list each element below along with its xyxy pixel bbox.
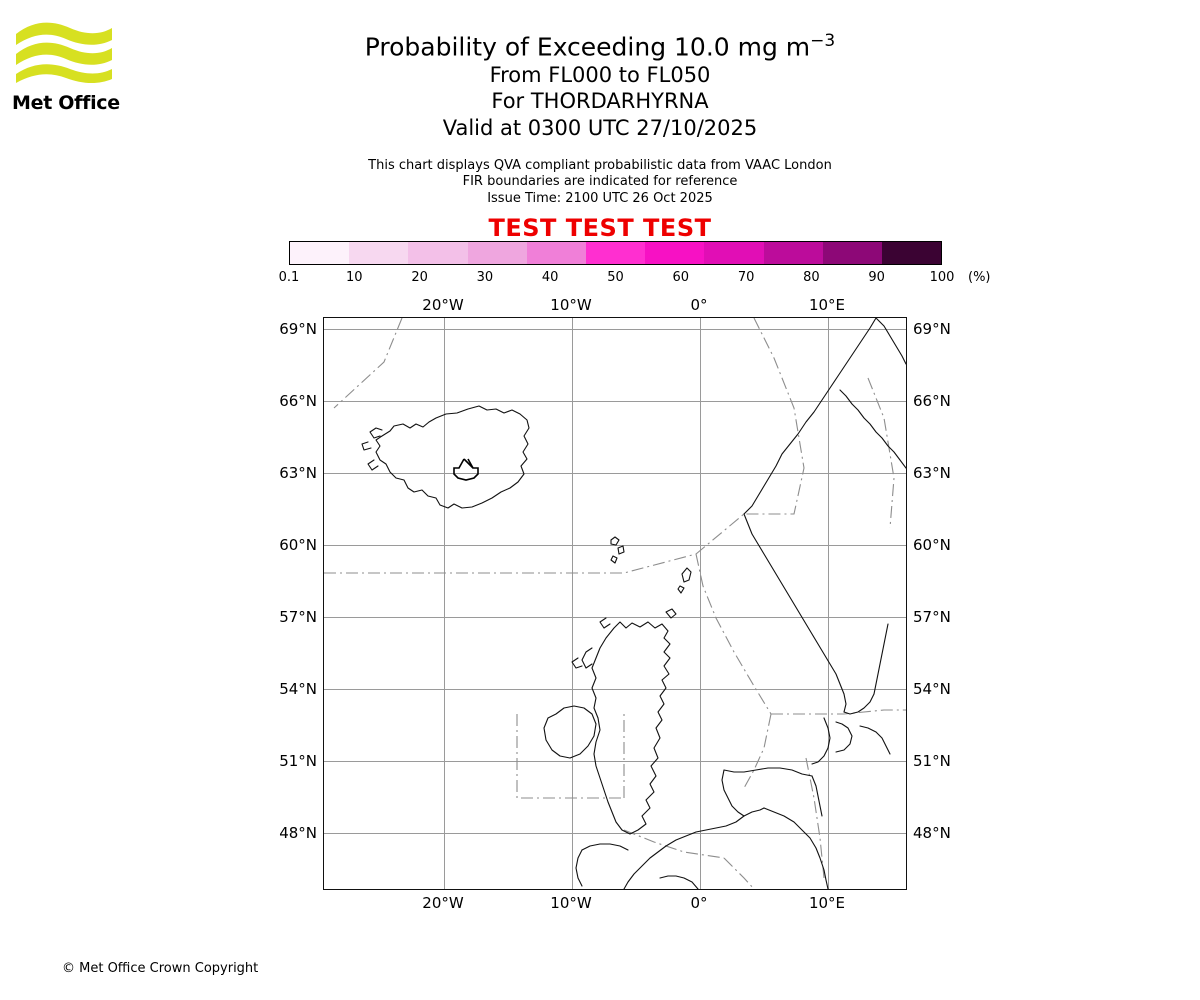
lat-label-right-63°N: 63°N [913,464,951,482]
lat-label-left-63°N: 63°N [279,464,317,482]
volcano-marker-icon [454,459,478,480]
coastlines [362,318,906,889]
lat-label-right-54°N: 54°N [913,680,951,698]
colorbar-segment-6 [645,242,704,264]
lon-label-top-1: 10°W [550,296,592,314]
lat-label-left-48°N: 48°N [279,824,317,842]
lon-label-bottom-0: 20°W [422,894,464,912]
colorbar-units-label: (%) [968,270,991,285]
probability-colorbar [289,241,942,265]
colorbar-segment-10 [882,242,941,264]
colorbar-tick-20: 20 [411,270,428,285]
colorbar-tick-90: 90 [868,270,885,285]
colorbar-segment-4 [527,242,586,264]
colorbar-segment-5 [586,242,645,264]
colorbar-segment-1 [349,242,408,264]
note-fir-boundaries: FIR boundaries are indicated for reference [462,174,738,189]
graticule-gridlines [324,318,906,889]
colorbar-tick-40: 40 [541,270,559,285]
lat-label-left-57°N: 57°N [279,608,317,626]
test-banner: TEST TEST TEST [488,214,712,242]
colorbar-segment-9 [823,242,882,264]
colorbar-tick-50: 50 [607,270,624,285]
lon-label-top-2: 0° [690,296,708,314]
page-title [0,26,1200,62]
colorbar-segment-2 [408,242,467,264]
copyright-notice: © Met Office Crown Copyright [62,961,259,976]
subtitle-valid-time: Valid at 0300 UTC 27/10/2025 [442,116,758,140]
page-title-exponent: −3 [810,31,836,51]
lon-label-bottom-3: 10°E [808,894,846,912]
note-qva-compliance: This chart displays QVA compliant probabilistic data from VAAC London [368,158,832,173]
colorbar-tick-80: 80 [803,270,820,285]
subtitle-volcano-name: For THORDARHYRNA [491,89,709,113]
fir-boundaries [324,318,906,889]
map-svg [324,318,906,889]
lat-label-left-66°N: 66°N [279,392,317,410]
colorbar-tick-30: 30 [476,270,494,285]
lat-label-left-69°N: 69°N [279,320,317,338]
lat-label-right-60°N: 60°N [913,536,951,554]
colorbar-segment-3 [468,242,527,264]
colorbar-tick-0.1: 0.1 [278,270,300,285]
note-issue-time: Issue Time: 2100 UTC 26 Oct 2025 [487,191,713,206]
lat-label-left-51°N: 51°N [279,752,317,770]
lon-label-bottom-2: 0° [690,894,708,912]
colorbar-tick-60: 60 [672,270,690,285]
lat-label-left-54°N: 54°N [279,680,317,698]
colorbar-segment-8 [764,242,823,264]
lat-label-right-66°N: 66°N [913,392,951,410]
lat-label-right-69°N: 69°N [913,320,951,338]
colorbar-tick-10: 10 [346,270,363,285]
colorbar-tick-100: 100 [929,270,955,285]
lat-label-right-51°N: 51°N [913,752,951,770]
lat-label-left-60°N: 60°N [279,536,317,554]
subtitle-flight-levels: From FL000 to FL050 [489,63,711,87]
lon-label-bottom-1: 10°W [550,894,592,912]
lon-label-top-0: 20°W [422,296,464,314]
lat-label-right-48°N: 48°N [913,824,951,842]
colorbar-tick-70: 70 [737,270,755,285]
page-title-text: Probability of Exceeding 10.0 mg m [364,32,811,62]
map-plot-area[interactable] [323,317,907,890]
lat-label-right-57°N: 57°N [913,608,951,626]
colorbar-segment-0 [290,242,349,264]
met-office-logo-text: Met Office [12,92,120,114]
lon-label-top-3: 10°E [808,296,846,314]
colorbar-segment-7 [704,242,763,264]
